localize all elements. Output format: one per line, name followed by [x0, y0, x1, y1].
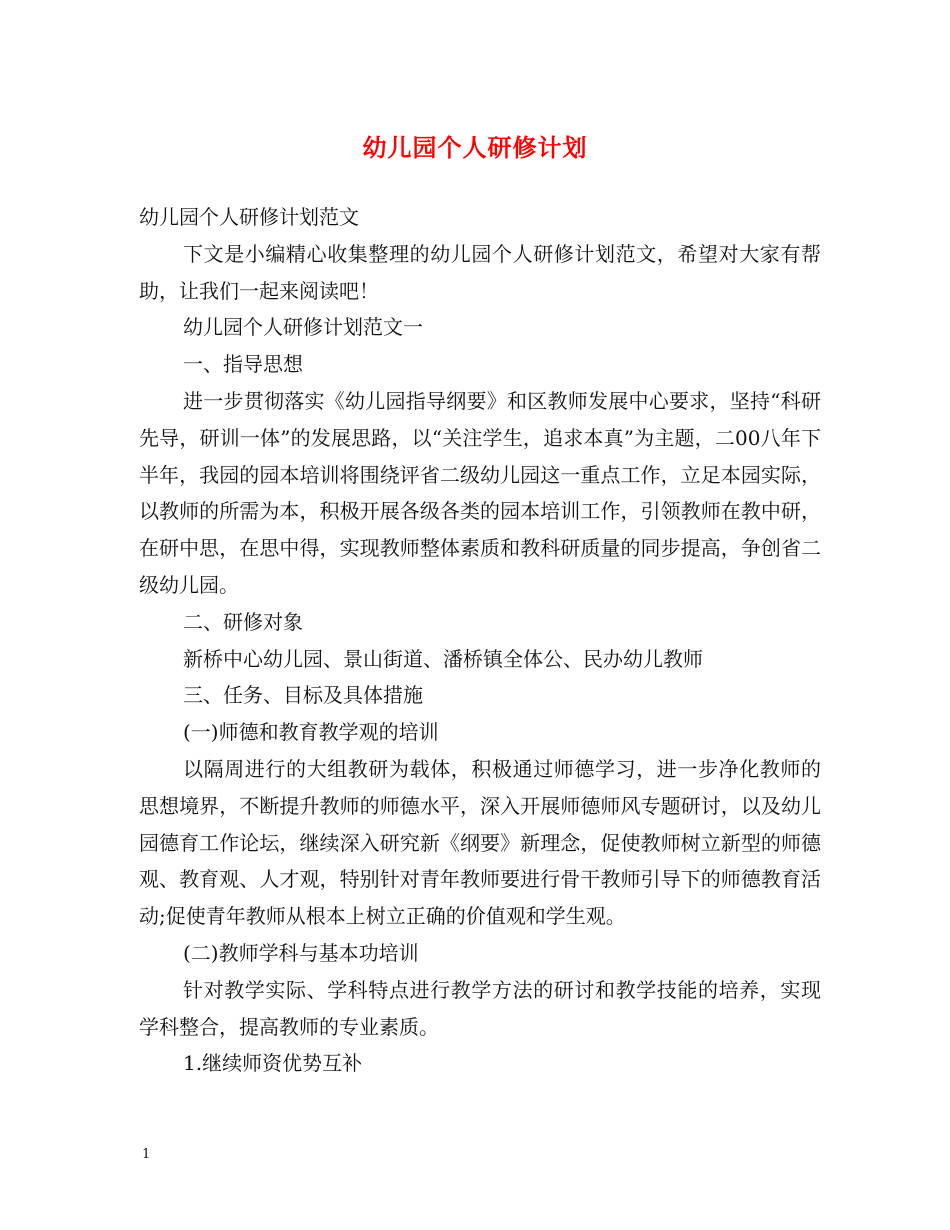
document-title: 幼儿园个人研修计划	[362, 133, 588, 162]
section-heading: 二、研修对象	[183, 609, 303, 634]
section-heading: 幼儿园个人研修计划范文一	[183, 315, 423, 340]
body-paragraph: 针对教学实际、学科特点进行教学方法的研讨和教学技能的培养，实现学科整合，提高教师的专业素质。	[139, 977, 821, 1039]
subtitle-paragraph: 幼儿园个人研修计划范文	[139, 205, 359, 229]
document-body	[139, 199, 821, 1082]
page-number: 1	[142, 1147, 151, 1162]
subsection-heading: (一)师德和教育教学观的培训	[183, 720, 439, 745]
body-paragraph: 以隔周进行的大组教研为载体，积极通过师德学习，进一步净化教师的思想境界，不断提升教师的师德水平，深入开展师德师风专题研讨，以及幼儿园德育工作论坛，继续深入研究新《纲要》新理念，促使教师树立新型的师德观、教育观、人才观，特别针对青年教师要进行骨干教师引导下的师德教育活动;促使青年教师从根本上树立正确的价值观和学生观。	[139, 756, 821, 929]
section-heading: 三、任务、目标及具体措施	[183, 683, 423, 708]
intro-paragraph: 下文是小编精心收集整理的幼儿园个人研修计划范文，希望对大家有帮助，让我们一起来阅读吧！	[139, 241, 821, 303]
list-item-heading: 1.继续师资优势互补	[183, 1051, 363, 1076]
body-paragraph: 新桥中心幼儿园、景山街道、潘桥镇全体公、民办幼儿教师	[183, 646, 703, 671]
subsection-heading: (二)教师学科与基本功培训	[183, 940, 419, 965]
section-heading: 一、指导思想	[183, 352, 303, 377]
body-paragraph: 进一步贯彻落实《幼儿园指导纲要》和区教师发展中心要求，坚持“科研先导，研训一体”的发展思路，以“关注学生，追求本真”为主题，二00八年下半年，我园的园本培训将围绕评省二级幼儿园这一重点工作，立足本园实际，以教师的所需为本，积极开展各级各类的园本培训工作，引领教师在教中研，在研中思，在思中得，实现教师整体素质和教科研质量的同步提高，争创省二级幼儿园。	[139, 388, 821, 597]
